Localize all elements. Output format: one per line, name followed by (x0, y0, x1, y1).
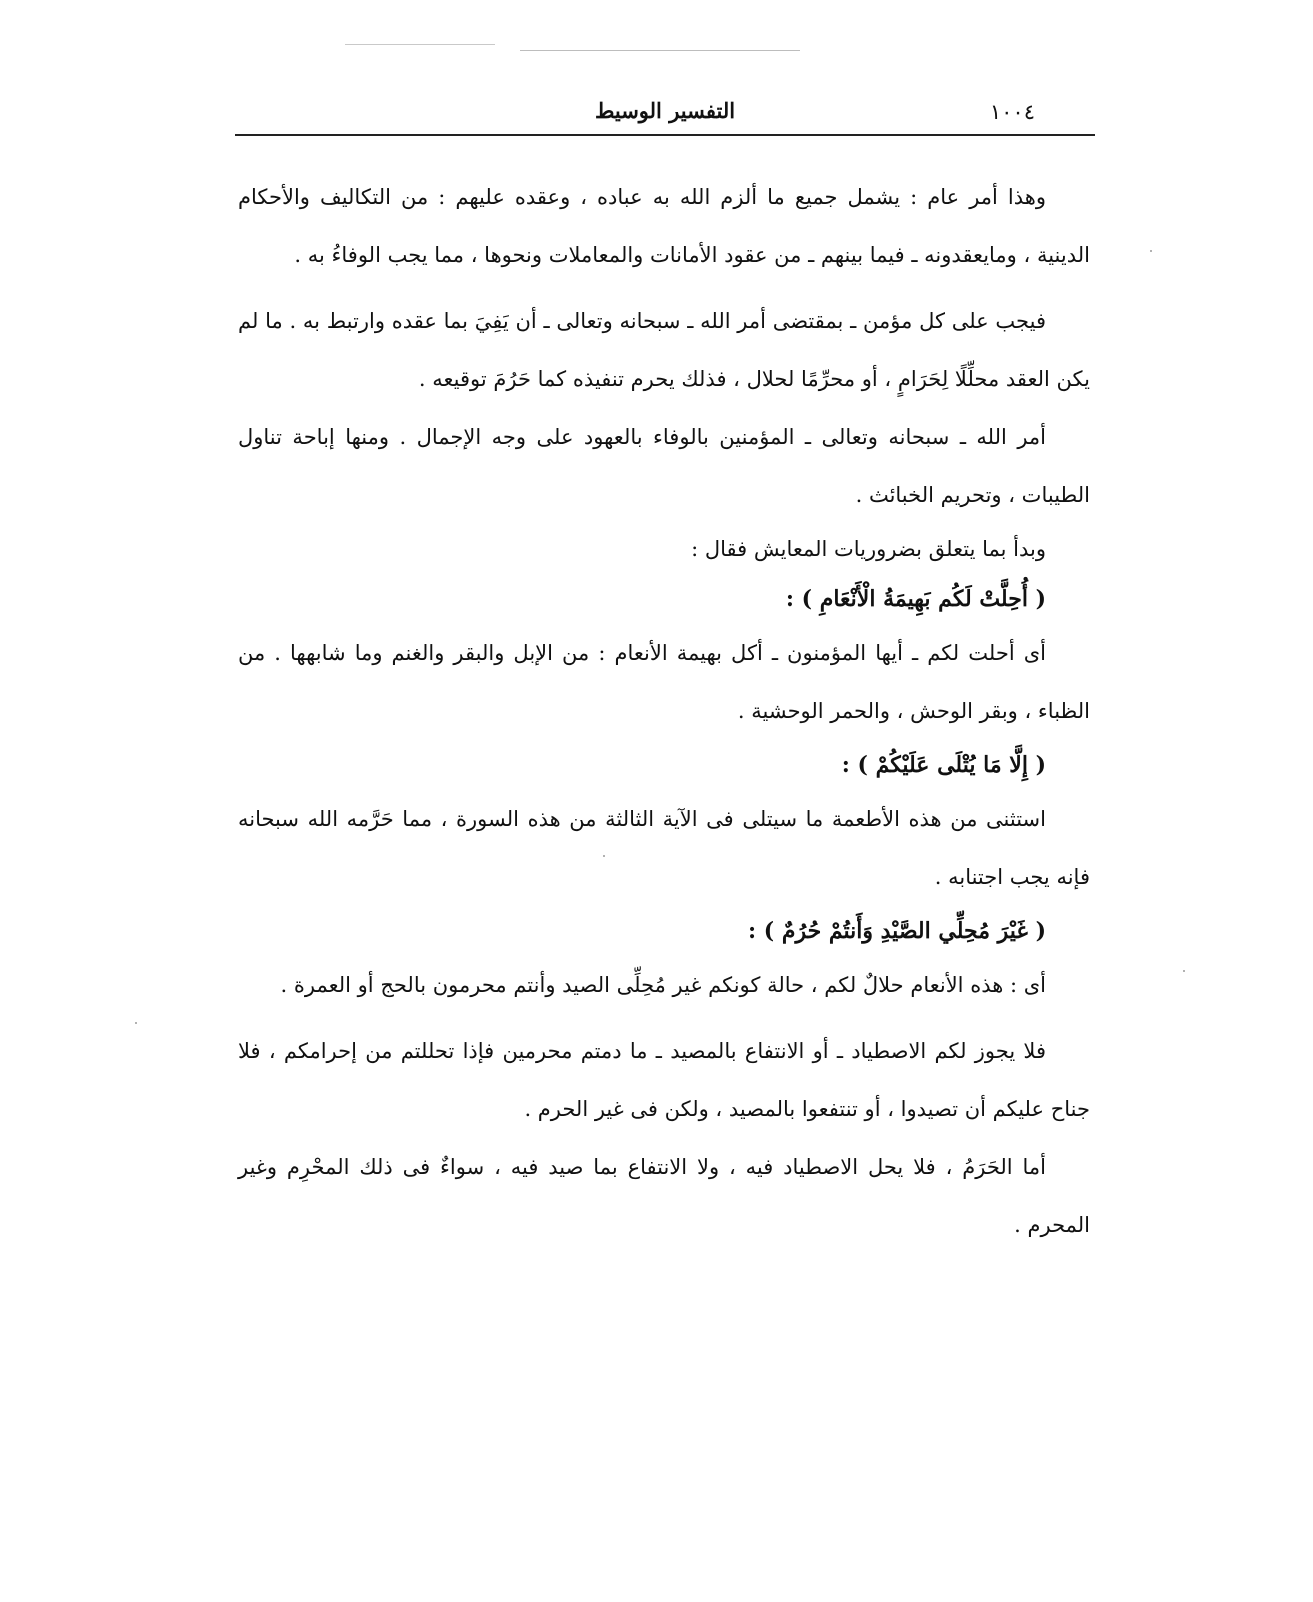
paragraph-covenants: أمر الله ـ سبحانه وتعالى ـ المؤمنين بالوفاء بالعهود على وجه الإجمال . ومنها إباحة تناول الطيبات ، وتحريم الخبائث . (238, 425, 1090, 507)
scan-speck (1183, 970, 1185, 972)
scan-artifact-line (520, 50, 800, 51)
page-number: ١٠٠٤ (989, 100, 1035, 124)
paragraph-fulfil-contracts: فيجب على كل مؤمن ـ بمقتضى أمر الله ـ سبحانه وتعالى ـ أن يَفِيَ بما عقده وارتبط به . ما لم يكن العقد محلِّلًا لِحَرَامٍ ، أو محرِّمًا لحلال ، فذلك يحرم تنفيذه كما حَرُمَ توقيعه . (238, 309, 1090, 391)
paragraph-intro-verse: وبدأ بما يتعلق بضروريات المعايش فقال : (691, 537, 1046, 561)
scan-speck (135, 1022, 137, 1024)
quran-verse-1: ( أُحِلَّتْ لَكُم بَهِيمَةُ الْأَنْعَامِ ) : (785, 586, 1046, 612)
running-title: التفسير الوسيط (594, 98, 736, 123)
paragraph-verse-2-explanation: استثنى من هذه الأطعمة ما سيتلى فى الآية الثالثة من هذه السورة ، مما حَرَّمه الله سبحانه فإنه يجب اجتنابه . (238, 807, 1090, 889)
page-body (238, 168, 1090, 1254)
scan-artifact-line (345, 44, 495, 45)
header-rule (235, 134, 1095, 136)
page-header (235, 92, 1095, 132)
paragraph-sanctuary-rule: أما الحَرَمُ ، فلا يحل الاصطياد فيه ، ولا الانتفاع بما صيد فيه ، سواءٌ فى ذلك المحْرِم وغير المحرم . (238, 1155, 1090, 1237)
paragraph-hunting-rule: فلا يجوز لكم الاصطياد ـ أو الانتفاع بالمصيد ـ ما دمتم محرمين فإذا تحللتم من إحرامكم ، فلا جناح عليكم أن تصيدوا ، أو تنتفعوا بالمصيد ، ولكن فى غير الحرم . (238, 1039, 1090, 1121)
scan-speck (1150, 250, 1152, 252)
paragraph-verse-1-explanation: أى أحلت لكم ـ أيها المؤمنون ـ أكل بهيمة الأنعام : من الإبل والبقر والغنم وما شابهها . من الظباء ، وبقر الوحش ، والحمر الوحشية . (238, 641, 1090, 723)
quran-verse-2: ( إِلَّا مَا يُتْلَى عَلَيْكُمْ ) : (841, 752, 1046, 778)
paragraph-general-command: وهذا أمر عام : يشمل جميع ما ألزم الله به عباده ، وعقده عليهم : من التكاليف والأحكام الدينية ، ومايعقدونه ـ فيما بينهم ـ من عقود الأمانات والمعاملات ونحوها ، مما يجب الوفاءُ به . (238, 185, 1090, 267)
quran-verse-3: ( غَيْرَ مُحِلِّي الصَّيْدِ وَأَنتُمْ حُرُمٌ ) : (747, 918, 1046, 944)
paragraph-verse-3-explanation: أى : هذه الأنعام حلالٌ لكم ، حالة كونكم غير مُحِلِّى الصيد وأنتم محرمون بالحج أو العمرة . (280, 973, 1046, 997)
